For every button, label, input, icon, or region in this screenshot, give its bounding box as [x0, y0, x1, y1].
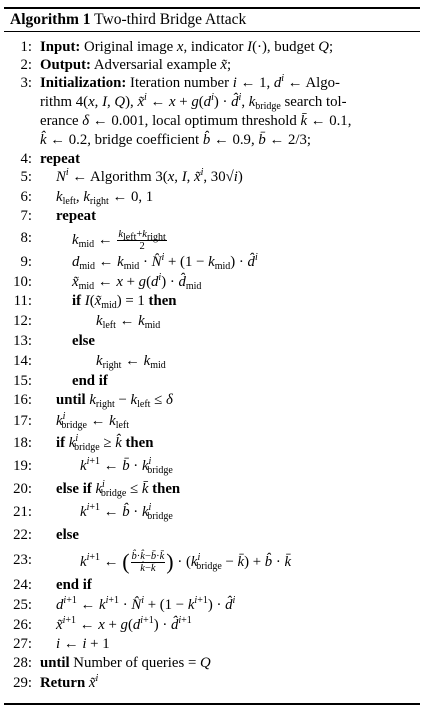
- keyword: repeat: [56, 208, 96, 224]
- keyword: Initialization:: [40, 75, 127, 91]
- line-number: 1:: [20, 39, 32, 55]
- line-body: $d_{mid}$ ← $k_{mid}$ · N̂$^i$ + $(1 - k_{mid})$ · d̂$^i$: [72, 252, 258, 272]
- line-number: 24:: [13, 577, 32, 593]
- line-number: 26:: [13, 617, 32, 633]
- line-body: $d^{i+1}$ ← $k^{i+1}$ · N̂$^i$ + $(1 - k^{i+1})$ · d̂$^i$: [56, 595, 236, 613]
- line-number: 10:: [13, 274, 32, 290]
- keyword: repeat: [40, 151, 80, 167]
- line-body: if $k^i_{bridge}$ ≥ k̂ then: [56, 433, 154, 453]
- algorithm-caption: [10, 10, 246, 29]
- line-body: until $k_{right} - k_{left} \le \delta$: [56, 392, 173, 410]
- line-body: [72, 372, 108, 390]
- line-body: [40, 150, 80, 168]
- line-body: Input: Original image x, indicator I(·), budget Q;: [40, 39, 334, 55]
- line-body: if $I(x̃_{mid}) = 1$ then: [72, 293, 177, 311]
- line-number: 29:: [13, 675, 32, 691]
- keyword: else: [56, 527, 80, 543]
- keyword: until: [40, 655, 70, 671]
- algorithm-title: Two-third Bridge Attack: [94, 11, 247, 28]
- keyword: end if: [72, 373, 108, 389]
- line-number: 18:: [13, 435, 32, 451]
- line-body: $k_{left}$ ← $k_{mid}$: [96, 313, 161, 331]
- line-number: 19:: [13, 458, 32, 474]
- line-body: [56, 526, 79, 544]
- keyword: Return: [40, 675, 86, 691]
- line-number: 27:: [13, 636, 32, 652]
- algorithm-block: [4, 7, 420, 705]
- line-body: $k^{i+1}$ ← ( $\frac{b̂\cdot k̂-b̄\cdot k̄}{k̂-k̄}$ ) · ($k^i_{bridge}$ − k̄) + b̂ · k̄: [80, 548, 292, 574]
- line-number: 6:: [20, 189, 32, 205]
- line-number: 7:: [20, 208, 32, 224]
- keyword: if: [72, 293, 82, 309]
- line-body: i ← i + 1: [56, 636, 110, 652]
- line-number: 8:: [20, 230, 32, 246]
- algorithm-label: Algorithm 1: [10, 11, 91, 28]
- bottom-rule: [4, 703, 420, 705]
- line-body: k̂ ← 0.2, bridge coefficient b̂ ← 0.9, b̄ ← 2/3;: [40, 132, 311, 148]
- keyword: until: [56, 392, 86, 408]
- line-number: 11:: [13, 293, 32, 309]
- caption-rule: [4, 31, 420, 32]
- line-body: [72, 332, 95, 350]
- line-body: [56, 576, 92, 594]
- line-body: $x̃_{mid}$ ← $x + g(d^i)$ · $d̂_{mid}$: [72, 272, 202, 292]
- keyword: end if: [56, 577, 92, 593]
- keyword: Output:: [40, 57, 91, 73]
- line-number: 2:: [20, 57, 32, 73]
- line-body: $k^{i+1}$ ← b̂ · $k^i_{bridge}$: [80, 502, 173, 522]
- line-number: 3:: [20, 75, 32, 91]
- line-body: Return x̃$^i$: [40, 673, 99, 691]
- line-number: 5:: [20, 169, 32, 185]
- line-number: 23:: [13, 552, 32, 568]
- line-number: 20:: [13, 481, 32, 497]
- keyword: else if: [56, 481, 92, 497]
- line-number: 28:: [13, 655, 32, 671]
- line-number: 13:: [13, 333, 32, 349]
- line-number: 9:: [20, 254, 32, 270]
- line-number: 15:: [13, 373, 32, 389]
- keyword: Input:: [40, 39, 81, 55]
- line-body: x̃$^{i+1}$ ← $x + g(d^{i+1})$ · d̂$^{i+1}$: [56, 615, 192, 633]
- line-body: $N^i$ ← Algorithm 3(x, I, x̃$^i$, 30√i): [56, 167, 243, 185]
- line-number: 21:: [13, 504, 32, 520]
- line-body: until Number of queries = Q: [40, 655, 211, 671]
- line-body: erance δ ← 0.001, local optimum threshold k̄ ← 0.1,: [40, 113, 352, 129]
- top-rule: [4, 7, 420, 9]
- line-body: $k^{i+1}$ ← b̄ · $k^i_{bridge}$: [80, 456, 173, 476]
- keyword: if: [56, 435, 66, 451]
- line-number: 22:: [13, 527, 32, 543]
- line-body: [56, 207, 96, 225]
- line-number: 4:: [20, 151, 32, 167]
- keyword: else: [72, 333, 96, 349]
- line-number: 14:: [13, 353, 32, 369]
- line-body: $k_{left}$, $k_{right}$ ← 0, 1: [56, 189, 154, 207]
- line-body: Initialization: Iteration number i ← 1, $d^i$ ← Algo-: [40, 73, 340, 91]
- line-number: 12:: [13, 313, 32, 329]
- line-body: $k^i_{bridge}$ ← $k_{left}$: [56, 411, 130, 431]
- line-body: else if $k^i_{bridge}$ ≤ k̄ then: [56, 479, 181, 499]
- line-body: Output: Adversarial example x̃;: [40, 57, 232, 73]
- line-body: $k_{mid}$ ← $\frac{k_{left}+k_{right}}{2}$: [72, 229, 166, 252]
- line-body: rithm 4(x, I, Q), x̃$^i$ ← $x + g(d^i)$ · d̂$^i$, $k_{bridge}$ search tol-: [40, 92, 347, 112]
- line-number: 17:: [13, 413, 32, 429]
- line-number: 16:: [13, 392, 32, 408]
- line-number: 25:: [13, 597, 32, 613]
- line-body: $k_{right}$ ← $k_{mid}$: [96, 353, 166, 371]
